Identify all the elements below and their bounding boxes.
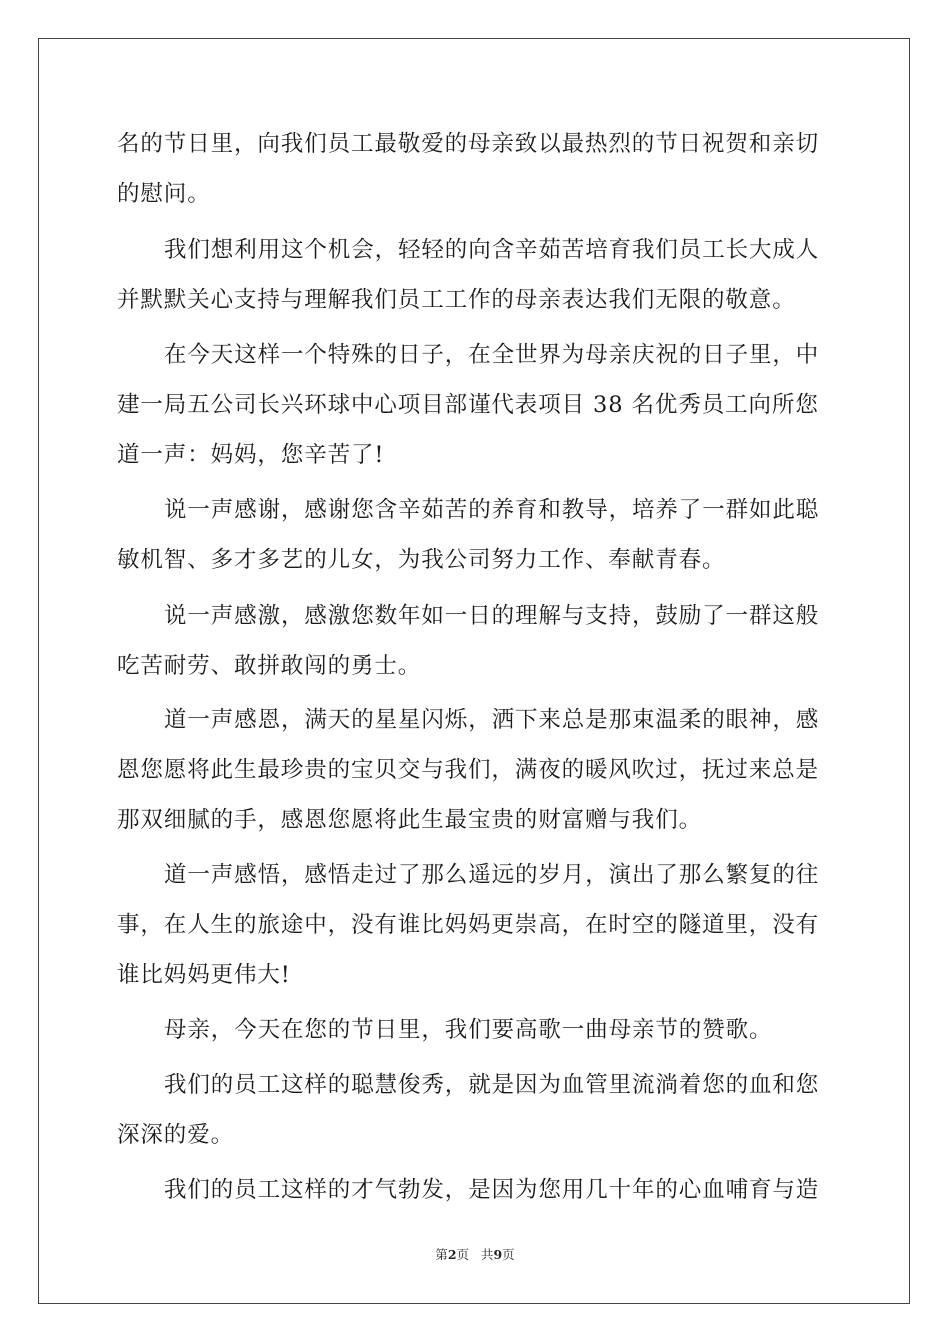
text-line: 我们的员工这样的才气勃发，是因为您用几十年的心血哺育与造 [164,1177,820,1203]
text-line: 并默默关心支持与理解我们员工工作的母亲表达我们无限的敬意。 [117,287,796,313]
text-line: 那双细腻的手，感恩您愿将此生最宝贵的财富赠与我们。 [117,807,703,833]
page-footer [0,1246,950,1264]
text-line: 敏机智、多才多艺的儿女，为我公司努力工作、奉献青春。 [117,547,726,573]
text-line: 道一声感恩，满天的星星闪烁，洒下来总是那束温柔的眼神，感 [164,707,820,733]
current-page-number: 2 [447,1247,457,1262]
text-line: 事，在人生的旅途中，没有谁比妈妈更崇高，在时空的隧道里，没有 [117,912,820,938]
text-line: 道一声：妈妈，您辛苦了! [117,442,385,468]
text-line: 道一声感悟，感悟走过了那么遥远的岁月，演出了那么繁复的往 [164,862,820,888]
text-line: 的慰问。 [117,181,211,207]
text-line: 在今天这样一个特殊的日子，在全世界为母亲庆祝的日子里，中 [164,342,820,368]
text-line: 母亲，今天在您的节日里，我们要高歌一曲母亲节的赞歌。 [164,1017,773,1043]
text-line: 谁比妈妈更伟大! [117,962,291,988]
text-line: 恩您愿将此生最珍贵的宝贝交与我们，满夜的暖风吹过，抚过来总是 [117,757,820,783]
text-line: 我们想利用这个机会，轻轻的向含辛茹苦培育我们员工长大成人 [164,237,820,263]
footer-total-suffix: 页 [502,1247,515,1262]
total-page-count: 9 [493,1247,503,1262]
text-line: 建一局五公司长兴环球中心项目部谨代表项目 38 名优秀员工向所您 [117,392,819,418]
text-line: 名的节日里，向我们员工最敬爱的母亲致以最热烈的节日祝贺和亲切 [117,131,820,157]
footer-page-prefix: 第 [435,1247,448,1262]
text-line: 说一声感谢，感谢您含辛茹苦的养育和教导，培养了一群如此聪 [164,497,820,523]
footer-page-suffix: 页 [456,1247,470,1262]
text-line: 我们的员工这样的聪慧俊秀，就是因为血管里流淌着您的血和您 [164,1072,820,1098]
text-line: 吃苦耐劳、敢拼敢闯的勇士。 [117,653,422,679]
text-line: 深深的爱。 [117,1122,235,1148]
text-line: 说一声感激，感激您数年如一日的理解与支持，鼓励了一群这般 [164,603,820,629]
footer-total-prefix: 共 [480,1247,494,1262]
